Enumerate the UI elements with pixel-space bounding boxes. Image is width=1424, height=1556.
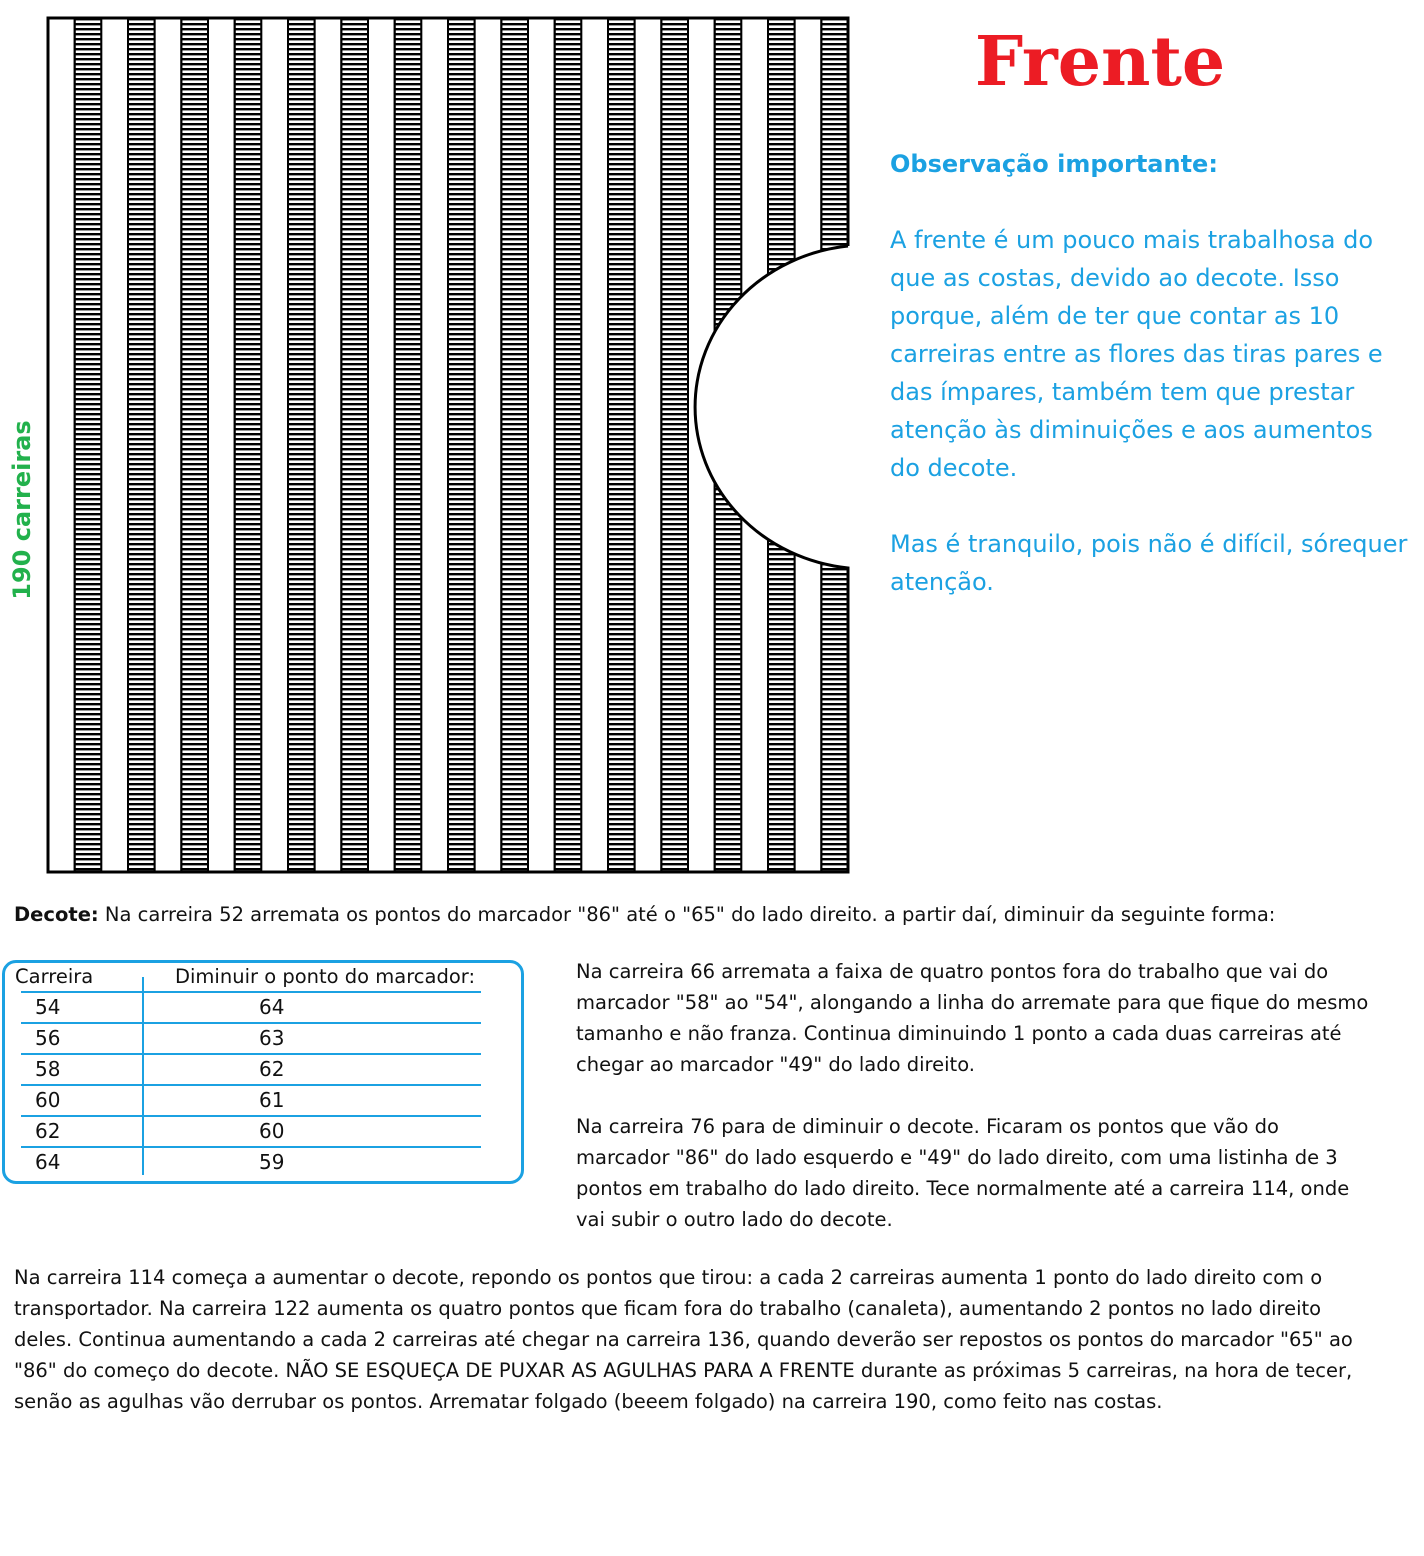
plain-stripe <box>208 18 235 872</box>
rows-count-text: 190 carreiras <box>8 420 36 600</box>
table-cell-row: 62 <box>35 1119 61 1143</box>
patterned-stripe <box>235 18 262 872</box>
plain-stripe <box>48 18 75 872</box>
note-footer: Mas é tranquilo, pois não é difícil, sórequer atenção. <box>890 530 1408 596</box>
decote-text: Na carreira 52 arremata os pontos do marcador "86" até o "65" do lado direito. a partir daí, diminuir da seguinte forma: <box>104 903 1276 926</box>
patterned-stripe <box>715 18 742 872</box>
paragraph-row-76: Na carreira 76 para de diminuir o decote. Ficaram os pontos que vão do marcador "86" do lado esquerdo e "49" do lado direito, com uma listinha de 3 pontos em trabalho do lado direito. Tece normalmente até a carreira 114, onde vai subir o outro lado do decote. <box>576 1115 1350 1231</box>
table-header-marcador: Diminuir o ponto do marcador: <box>175 965 476 988</box>
plain-stripe <box>368 18 395 872</box>
patterned-stripe <box>341 18 368 872</box>
note-body: A frente é um pouco mais trabalhosa do que as costas, devido ao decote. Isso porque, além de ter que contar as 10 carreiras entre as flores das tiras pares e das ímpares, também tem que prestar atenção às diminuições e aos aumentos do decote. <box>890 226 1383 482</box>
table-header-carreira: Carreira <box>15 965 94 988</box>
table-cell-marker: 61 <box>259 1088 285 1112</box>
patterned-stripe <box>501 18 528 872</box>
rows-count-label <box>2 400 42 620</box>
table-cell-row: 58 <box>35 1057 61 1081</box>
patterned-stripe <box>448 18 475 872</box>
patterned-stripe <box>128 18 155 872</box>
table-row <box>21 991 481 1024</box>
plain-stripe <box>155 18 182 872</box>
plain-stripe <box>475 18 502 872</box>
table-cell-marker: 62 <box>259 1057 285 1081</box>
patterned-stripe <box>821 18 848 872</box>
plain-stripe <box>421 18 448 872</box>
front-panel-diagram <box>0 0 870 885</box>
patterned-stripe <box>768 18 795 872</box>
decrease-table <box>2 960 524 1184</box>
patterned-stripe <box>288 18 315 872</box>
table-cell-row: 60 <box>35 1088 61 1112</box>
table-row <box>21 1115 481 1148</box>
table-cell-row: 56 <box>35 1026 61 1050</box>
important-note <box>890 145 1410 601</box>
table-row <box>21 1146 481 1179</box>
page-title: Frente <box>974 22 1226 102</box>
plain-stripe <box>741 18 768 872</box>
paragraph-row-66: Na carreira 66 arremata a faixa de quatro pontos fora do trabalho que vai do marcador "58" ao "54", alongando a linha do arremate para que fique do mesmo tamanho e não franza. Continua diminuindo 1 ponto a cada duas carreiras até chegar ao marcador "49" do lado direito. <box>576 960 1369 1076</box>
plain-stripe <box>315 18 342 872</box>
plain-stripe <box>261 18 288 872</box>
plain-stripe <box>635 18 662 872</box>
table-cell-marker: 64 <box>259 995 285 1019</box>
table-cell-marker: 60 <box>259 1119 285 1143</box>
plain-stripe <box>528 18 555 872</box>
decote-label: Decote: <box>14 903 99 926</box>
stripes-group <box>48 18 848 872</box>
patterned-stripe <box>395 18 422 872</box>
paragraph-row-114: Na carreira 114 começa a aumentar o decote, repondo os pontos que tirou: a cada 2 carreiras aumenta 1 ponto do lado direito com o transportador. Na carreira 122 aumenta os quatro pontos que ficam fora do trabalho (canaleta), aumentando 2 pontos no lado direito deles. Continua aumentando a cada 2 carreiras até chegar na carreira 136, quando deverão ser repostos os pontos do marcador "65" ao "86" do começo do decote. NÃO SE ESQUEÇA DE PUXAR AS AGULHAS PARA A FRENTE durante as próximas 5 carreiras, na hora de tecer, senão as agulhas vão derrubar os pontos. Arrematar folgado (beeem folgado) na carreira 190, como feito nas costas. <box>14 1266 1353 1413</box>
plain-stripe <box>101 18 128 872</box>
patterned-stripe <box>608 18 635 872</box>
note-heading: Observação importante: <box>890 150 1218 178</box>
patterned-stripe <box>661 18 688 872</box>
table-cell-marker: 59 <box>259 1150 285 1174</box>
table-cell-row: 64 <box>35 1150 61 1174</box>
table-row <box>21 1053 481 1086</box>
table-cell-marker: 63 <box>259 1026 285 1050</box>
plain-stripe <box>581 18 608 872</box>
table-row <box>21 1084 481 1117</box>
table-row <box>21 1022 481 1055</box>
patterned-stripe <box>555 18 582 872</box>
decote-intro <box>14 900 1344 930</box>
patterned-stripe <box>75 18 102 872</box>
table-cell-row: 54 <box>35 995 61 1019</box>
patterned-stripe <box>181 18 208 872</box>
plain-stripe <box>795 18 822 872</box>
